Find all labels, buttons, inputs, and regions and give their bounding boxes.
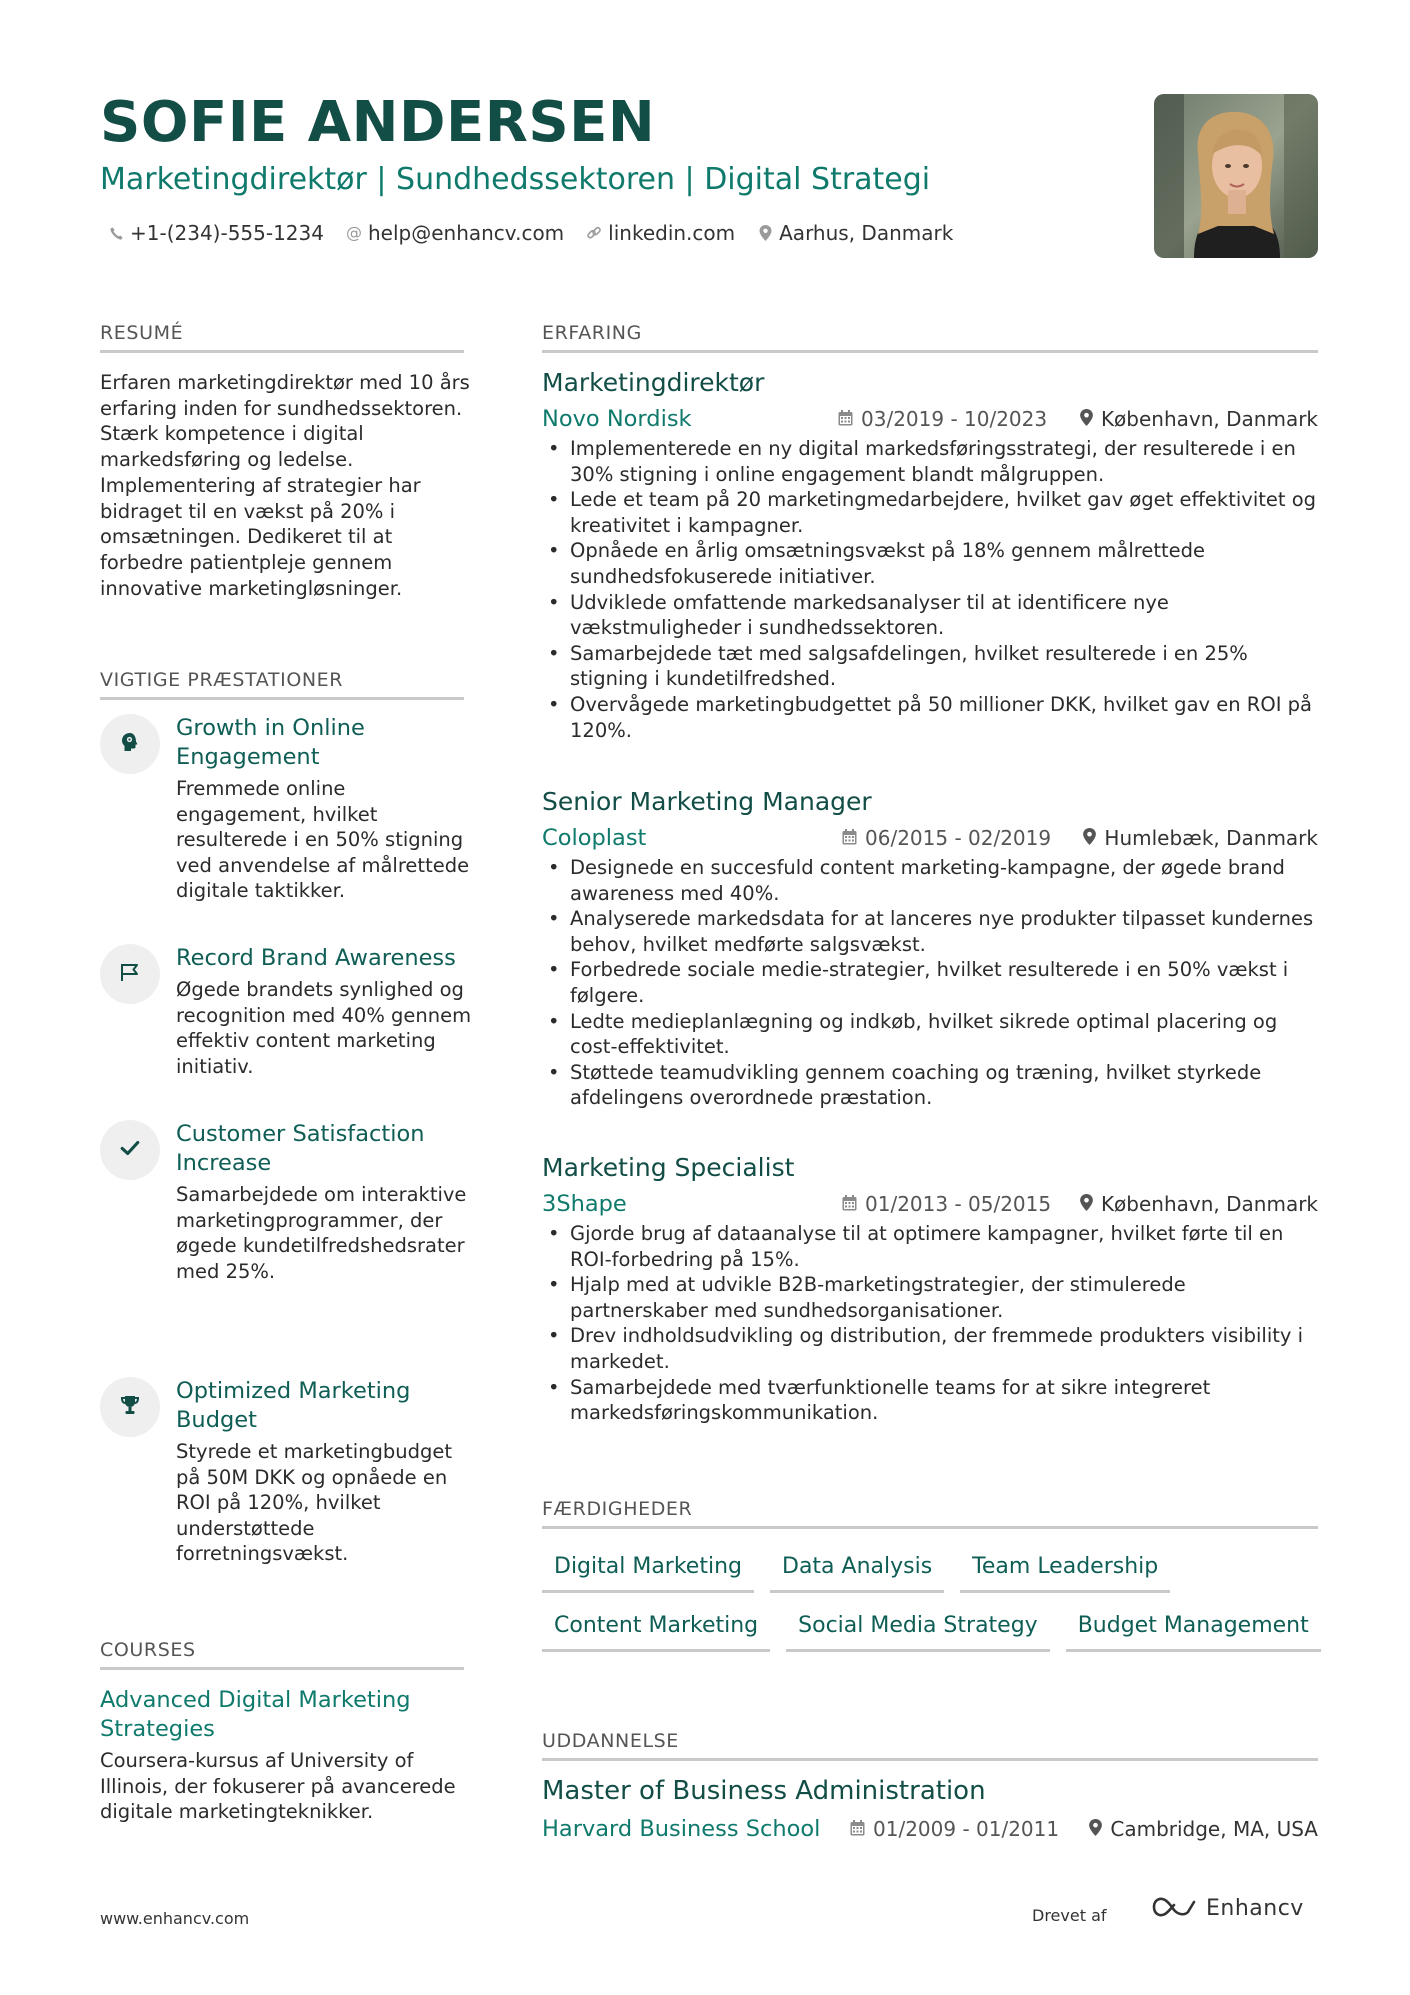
job-dates <box>842 823 1051 853</box>
job-bullet: • Gjorde brug af dataanalyse til at optimere kampagner, hvilket førte til en ROI-forbedring på 15%. <box>542 1221 1318 1272</box>
course-desc: Coursera-kursus af University of Illinois, der fokuserer på avancerede digitale marketingteknikker. <box>100 1749 456 1824</box>
achievement-title: Growth in Online Engagement <box>176 715 365 770</box>
achievement-icon-bubble <box>100 944 160 1004</box>
job-company: Novo Nordisk <box>542 406 692 432</box>
job-bullet: • Lede et team på 20 marketingmedarbejdere, hvilket gav øget effektivitet og kreativitet i kampagner. <box>542 487 1318 538</box>
section-title-experience: ERFARING <box>542 320 1318 353</box>
job-bullet: • Overvågede marketingbudgettet på 50 millioner DKK, hvilket gav en ROI på 120%. <box>542 692 1318 743</box>
job-dates-text: 06/2015 - 02/2019 <box>865 826 1052 850</box>
education-degree: Master of Business Administration <box>542 1776 986 1806</box>
achievement-desc: Styrede et marketingbudget på 50M DKK og opnåede en ROI på 120%, hvilket understøttede forretningsvækst. <box>176 1440 453 1566</box>
skills-row <box>542 1607 1321 1652</box>
skill-tag: Digital Marketing <box>542 1548 754 1593</box>
candidate-name: SOFIE ANDERSEN <box>100 90 656 155</box>
job-company: Coloplast <box>542 825 647 851</box>
education-location-text: Cambridge, MA, USA <box>1110 1817 1318 1841</box>
candidate-tagline: Marketingdirektør | Sundhedssektoren | Digital Strategi <box>100 162 931 197</box>
course-title: Advanced Digital Marketing Strategies <box>100 1687 411 1742</box>
section-title-achievements: VIGTIGE PRÆSTATIONER <box>100 667 464 700</box>
calendar-icon <box>838 404 853 434</box>
job-location-text: København, Danmark <box>1100 1192 1318 1216</box>
job-role: Senior Marketing Manager <box>542 787 872 816</box>
footer-powered-by: Drevet af <box>1032 1906 1107 1925</box>
job-bullet: • Udviklede omfattende markedsanalyser til at identificere nye vækstmuligheder i sundhedssektoren. <box>542 590 1318 641</box>
job-location <box>1080 1189 1318 1219</box>
brain-head-icon <box>118 730 142 758</box>
section-title-skills: FÆRDIGHEDER <box>542 1496 1318 1529</box>
at-sign-icon: @ <box>345 223 362 242</box>
job-company: 3Shape <box>542 1191 627 1217</box>
summary-text: Erfaren marketingdirektør med 10 års erfaring inden for sundhedssektoren. Stærk kompetence i digital markedsføring og ledelse. Implementering af strategier har bidraget til en vækst på 20% i omsætningen. Dedikeret til at forbedre patientpleje gennem innovative marketingløsninger. <box>100 371 470 600</box>
experience-item <box>542 1151 1318 1426</box>
section-title-education: UDDANNELSE <box>542 1728 1318 1761</box>
job-location <box>1083 823 1318 853</box>
job-bullet: • Støttede teamudvikling gennem coaching og træning, hvilket styrkede afdelingens overordnede præstation. <box>542 1060 1318 1111</box>
location-text: Aarhus, Danmark <box>779 221 954 245</box>
contact-location <box>757 218 953 248</box>
location-pin-icon <box>1080 1189 1093 1219</box>
flag-icon <box>118 960 142 988</box>
trophy-icon <box>118 1393 142 1421</box>
achievement-icon-bubble <box>100 714 160 774</box>
job-role: Marketing Specialist <box>542 1153 795 1182</box>
phone-text: +1-(234)-555-1234 <box>130 221 324 245</box>
education-dates <box>850 1814 1059 1844</box>
linkedin-text: linkedin.com <box>608 221 736 245</box>
link-icon <box>586 225 602 241</box>
location-pin-icon <box>1089 1814 1102 1844</box>
skills-row <box>542 1548 1170 1593</box>
enhancv-logo[interactable] <box>1150 1894 1304 1924</box>
job-dates <box>838 404 1047 434</box>
job-bullet: • Hjalp med at udvikle B2B-marketingstrategier, der stimulerede partnerskaber med sundhedsorganisationer. <box>542 1272 1318 1323</box>
job-bullets <box>542 1221 1318 1426</box>
achievement-desc: Øgede brandets synlighed og recognition med 40% gennem effektiv content marketing initiativ. <box>176 978 472 1078</box>
footer-url[interactable]: www.enhancv.com <box>100 1909 250 1928</box>
job-bullets <box>542 855 1318 1111</box>
calendar-icon <box>842 1189 857 1219</box>
job-bullet: • Samarbejdede med tværfunktionelle teams for at sikre integreret markedsføringskommunikation. <box>542 1375 1318 1426</box>
infinity-logo-icon <box>1150 1894 1198 1924</box>
profile-photo <box>1154 94 1318 258</box>
job-location-text: Humlebæk, Danmark <box>1104 826 1318 850</box>
job-bullet: • Analyserede markedsdata for at lanceres nye produkter tilpasset kundernes behov, hvilket medførte salgsvækst. <box>542 906 1318 957</box>
achievement-icon-bubble <box>100 1120 160 1180</box>
job-bullet: • Ledte medieplanlægning og indkøb, hvilket sikrede optimal placering og cost-effektivitet. <box>542 1009 1318 1060</box>
skill-tag: Budget Management <box>1066 1607 1321 1652</box>
phone-icon <box>108 226 124 241</box>
section-title-summary: RESUMÉ <box>100 320 464 353</box>
job-dates-text: 03/2019 - 10/2023 <box>861 407 1048 431</box>
email-text: help@enhancv.com <box>367 221 565 245</box>
contact-phone[interactable] <box>108 218 324 248</box>
achievement-desc: Fremmede online engagement, hvilket resulterede i en 50% stigning ved anvendelse af målrettede digitale taktikker. <box>176 777 470 903</box>
skill-tag: Data Analysis <box>770 1548 944 1593</box>
education-location <box>1089 1814 1318 1844</box>
calendar-icon <box>842 823 857 853</box>
education-meta <box>542 1814 1318 1846</box>
contact-email[interactable] <box>346 218 564 248</box>
job-bullets <box>542 436 1318 743</box>
education-dates-text: 01/2009 - 01/2011 <box>873 1817 1060 1841</box>
section-title-courses: COURSES <box>100 1637 464 1670</box>
achievement-icon-bubble <box>100 1377 160 1437</box>
enhancv-wordmark: Enhancv <box>1206 1896 1304 1921</box>
achievement-title: Customer Satisfaction Increase <box>176 1121 425 1176</box>
job-bullet: • Implementerede en ny digital markedsføringsstrategi, der resulterede i en 30% stigning i online engagement blandt målgruppen. <box>542 436 1318 487</box>
job-dates <box>842 1189 1051 1219</box>
achievement-title: Record Brand Awareness <box>176 945 456 971</box>
location-pin-icon <box>1083 823 1096 853</box>
job-bullet: • Forbedrede sociale medie-strategier, hvilket resulterede i en 50% vækst i følgere. <box>542 957 1318 1008</box>
contact-row <box>108 218 953 248</box>
job-bullet: • Designede en succesfuld content marketing-kampagne, der øgede brand awareness med 40%. <box>542 855 1318 906</box>
calendar-icon <box>850 1814 865 1844</box>
achievement-desc: Samarbejdede om interaktive marketingprogrammer, der øgede kundetilfredshedsrater med 25%. <box>176 1183 467 1283</box>
skill-tag: Team Leadership <box>960 1548 1170 1593</box>
experience-item <box>542 366 1318 743</box>
contact-linkedin[interactable] <box>586 218 735 248</box>
checkmark-icon <box>119 1137 141 1163</box>
skill-tag: Social Media Strategy <box>786 1607 1050 1652</box>
job-bullet: • Samarbejdede tæt med salgsafdelingen, hvilket resulterede i en 25% stigning i kundetilfredshed. <box>542 641 1318 692</box>
job-location-text: København, Danmark <box>1100 407 1318 431</box>
experience-item <box>542 785 1318 1111</box>
job-dates-text: 01/2013 - 05/2015 <box>865 1192 1052 1216</box>
job-role: Marketingdirektør <box>542 368 765 397</box>
location-pin-icon <box>1080 404 1093 434</box>
location-pin-icon <box>757 225 773 241</box>
job-location <box>1080 404 1318 434</box>
achievement-title: Optimized Marketing Budget <box>176 1378 411 1433</box>
education-school: Harvard Business School <box>542 1816 821 1842</box>
skill-tag: Content Marketing <box>542 1607 770 1652</box>
job-bullet: • Drev indholdsudvikling og distribution, der fremmede produkters visibility i markedet. <box>542 1323 1318 1374</box>
job-bullet: • Opnåede en årlig omsætningsvækst på 18% gennem målrettede sundhedsfokuserede initiativer. <box>542 538 1318 589</box>
